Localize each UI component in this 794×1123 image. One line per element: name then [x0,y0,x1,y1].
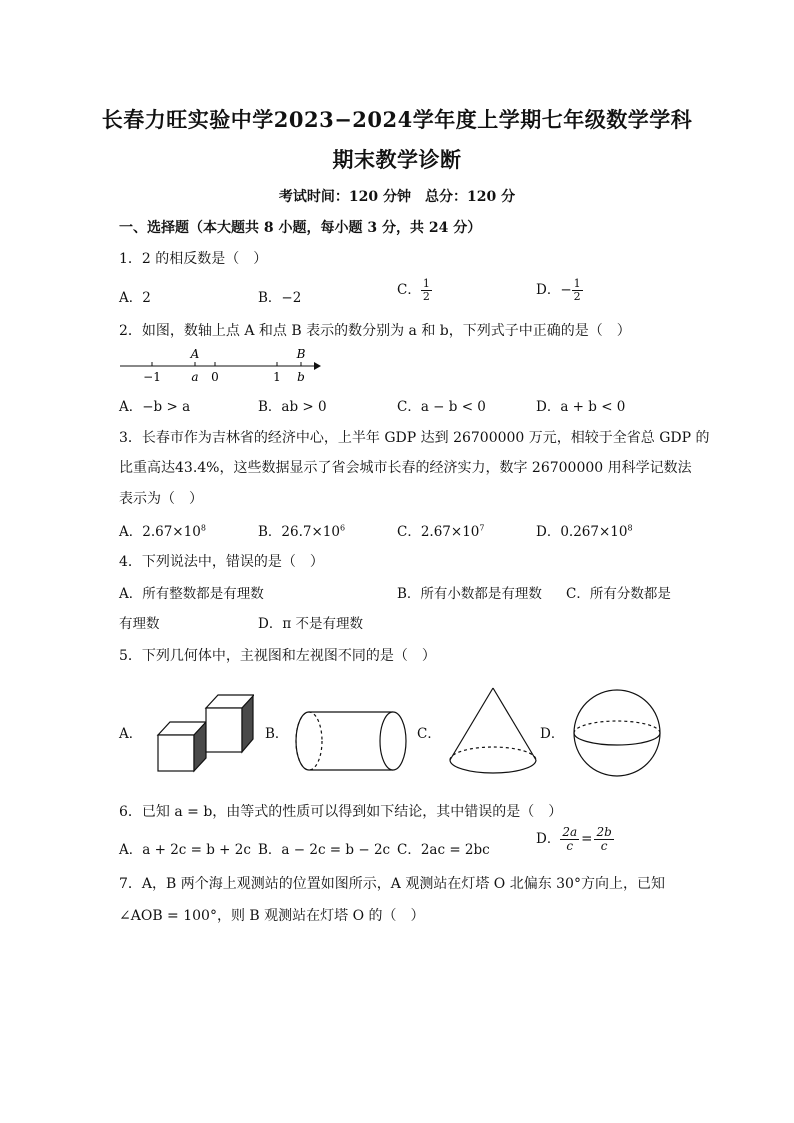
q6-option-c: C．2ac = 2bc [397,842,490,858]
tick-label-a: a [191,370,199,384]
tick-label-b: b [297,370,305,384]
q4-option-c-line1: C．所有分数都是 [566,586,671,602]
q3-option-d-text: D．0.267×10 [536,524,628,540]
upper-cube-front [206,708,242,752]
fraction-numerator: 2b [596,825,612,839]
equals-sign: = [581,831,593,847]
section-heading: 一、选择题（本大题共 8 小题，每小题 3 分，共 24 分） [119,220,482,236]
cone-base-back [450,747,536,760]
fraction-numerator: 1 [573,277,581,290]
q3-stem-line1: 3．长春市作为吉林省的经济中心，上半年 GDP 达到 26700000 万元，相较于全省总 GDP 的 [119,430,710,446]
q5-stem: 5．下列几何体中，主视图和左视图不同的是（ ） [119,648,436,664]
fraction-denominator: 2 [422,290,430,303]
q1-option-b: B．−2 [258,290,302,306]
sphere-equator-back [574,721,660,733]
q4-option-b: B．所有小数都是有理数 [397,586,542,602]
cylinder-left-arc [296,712,309,770]
fraction-numerator: 1 [422,277,430,290]
q3-option-d [536,520,633,540]
point-a-label: A [190,347,200,361]
q3-option-b [258,520,345,540]
q6-option-d-right-fraction [594,826,613,853]
q1-option-d-fraction [572,278,583,303]
lower-cube-front [158,735,194,771]
q1-option-c-label: C． [397,282,421,298]
cone-base-front [450,760,536,773]
q5-sphere-figure [570,688,664,778]
q6-option-d-left-fraction [560,826,579,853]
q1-option-a: A．2 [119,290,151,306]
q2-option-c: C．a − b < 0 [397,399,486,415]
q5-option-c-label: C． [417,726,441,742]
sphere-equator-front [574,733,660,745]
fraction-denominator: 2 [573,290,581,303]
fraction-denominator: c [566,839,574,853]
q3-stem-line2: 比重高达43.4%，这些数据显示了省会城市长春的经济实力，数字 26700000 用科学记数法 [119,460,692,476]
q5-option-b-label: B． [265,726,289,742]
q1-option-d [536,278,583,303]
exam-title-line1: 长春力旺实验中学2023−2024学年度上学期七年级数学学科 [101,107,693,132]
q3-option-b-text: B．26.7×10 [258,524,340,540]
q5-option-d-label: D． [540,726,565,742]
q2-option-d: D．a + b < 0 [536,399,626,415]
q6-option-d [536,826,614,853]
point-b-label: B [296,347,306,361]
q5-cone-figure [445,684,541,778]
q6-option-d-label: D． [536,831,561,847]
q6-option-a: A．a + 2c = b + 2c [119,842,251,858]
q3-stem-line3: 表示为（ ） [119,491,203,507]
q1-stem: 1．2 的相反数是（ ） [119,251,268,267]
q7-stem-line1: 7．A，B 两个海上观测站的位置如图所示，A 观测站在灯塔 O 北偏东 30°方向上，已知 [119,876,665,892]
q6-stem: 6．已知 a = b，由等式的性质可以得到如下结论，其中错误的是（ ） [119,804,563,820]
exam-title-line2: 期末教学诊断 [332,147,462,172]
q1-option-c-fraction [421,278,432,303]
q3-option-c [397,520,484,540]
fraction-denominator: c [600,839,608,853]
q4-option-d: D．π 不是有理数 [258,616,363,632]
q4-option-c-line2: 有理数 [119,616,160,632]
q2-option-a: A．−b > a [119,399,191,415]
exponent: 8 [200,523,206,533]
q2-option-b: B．ab > 0 [258,399,327,415]
q2-stem: 2．如图，数轴上点 A 和点 B 表示的数分别为 a 和 b，下列式子中正确的是（ ） [119,323,631,339]
q4-option-a: A．所有整数都是有理数 [119,586,264,602]
tick-label-0: 0 [211,370,219,384]
q2-number-line [116,344,328,386]
q3-option-a-text: A．2.67×10 [119,524,201,540]
q5-cylinder-figure [293,708,411,774]
cylinder-front-ellipse [380,712,406,770]
exponent: 7 [479,523,485,533]
exponent: 8 [627,523,633,533]
q3-option-c-text: C．2.67×10 [397,524,480,540]
exam-info: 考试时间：120 分钟 总分：120 分 [278,189,516,205]
q5-option-a-label: A． [119,726,143,742]
tick-label-neg1: −1 [143,370,161,384]
q1-option-c [397,278,432,303]
fraction-numerator: 2a [562,825,578,839]
sphere-outline [574,690,660,776]
q3-option-a [119,520,206,540]
q6-option-b: B．a − 2c = b − 2c [258,842,391,858]
tick-label-1: 1 [273,370,281,384]
q5-cubes-figure [154,692,254,780]
axis-arrow-icon [314,362,321,370]
exponent: 6 [339,523,346,533]
q7-stem-line2: ∠AOB = 100°，则 B 观测站在灯塔 O 的（ ） [119,908,425,924]
q4-stem: 4．下列说法中，错误的是（ ） [119,554,324,570]
q1-option-d-label: D．− [536,282,572,298]
